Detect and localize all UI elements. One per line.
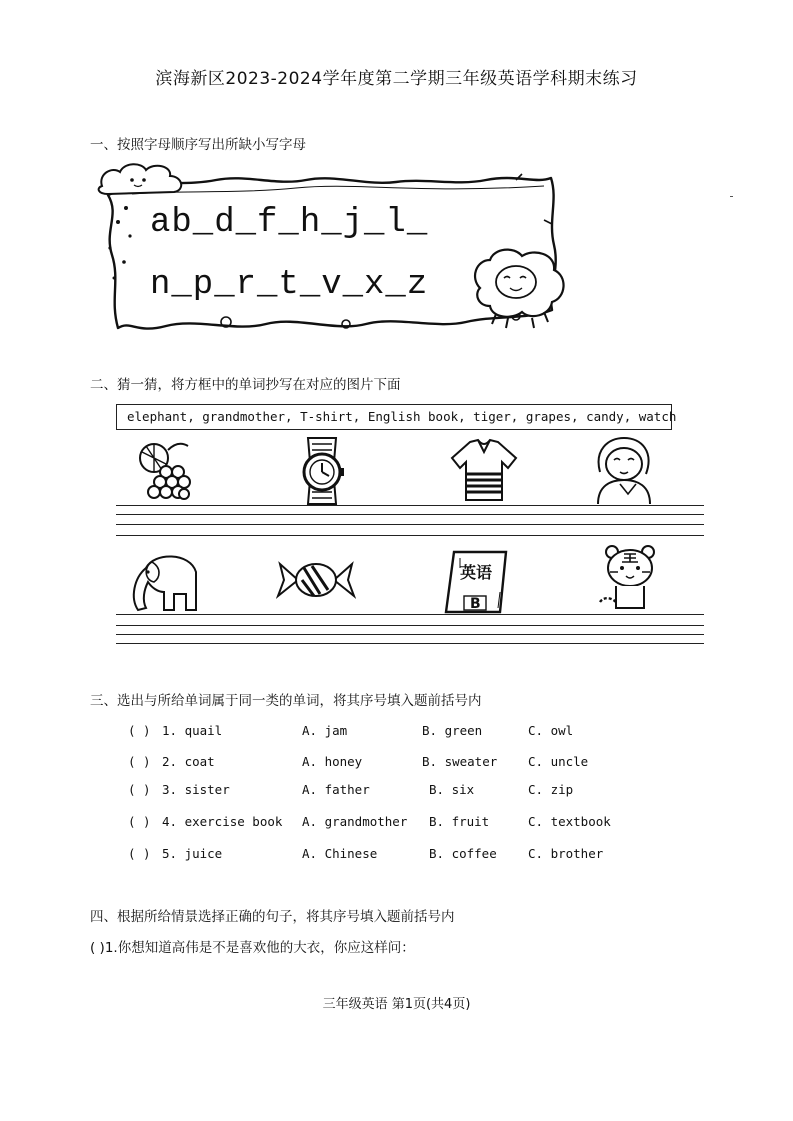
english-book-icon <box>440 548 520 618</box>
candy-icon <box>276 546 356 616</box>
option-a: A. jam <box>302 723 348 738</box>
answer-paren[interactable]: ( ) <box>128 846 151 861</box>
writing-line <box>116 505 704 506</box>
option-c: C. brother <box>528 846 604 861</box>
option-a: A. grandmother <box>302 814 408 829</box>
question-stem: 1. quail <box>162 723 223 738</box>
word-box-text: elephant, grandmother, T-shirt, English book, tiger, grapes, candy, watch <box>127 409 677 424</box>
answer-paren[interactable]: ( ) <box>128 814 151 829</box>
option-a: A. honey <box>302 754 363 769</box>
writing-line <box>116 625 704 626</box>
question-stem: 4. exercise book <box>162 814 283 829</box>
writing-line <box>116 535 704 536</box>
section2-heading: 二、猜一猜，将方框中的单词抄写在对应的图片下面 <box>90 377 401 393</box>
cloud-icon <box>99 164 182 194</box>
option-b: B. sweater <box>422 754 498 769</box>
option-a: A. father <box>302 782 370 797</box>
writing-line <box>116 643 704 644</box>
answer-paren[interactable]: ( ) <box>128 754 151 769</box>
question-stem: 2. coat <box>162 754 215 769</box>
question-stem: 3. sister <box>162 782 230 797</box>
section4-heading: 四、根据所给情景选择正确的句子，将其序号填入题前括号内 <box>90 909 455 925</box>
tshirt-icon <box>444 436 524 506</box>
alphabet-line-2: n_p_r_t_v_x_z <box>150 266 429 304</box>
grandmother-icon <box>584 436 664 506</box>
elephant-icon <box>124 548 204 618</box>
option-c: C. uncle <box>528 754 589 769</box>
book-title-text: 英语 <box>460 563 493 582</box>
option-c: C. owl <box>528 723 574 738</box>
section1-heading: 一、按照字母顺序写出所缺小写字母 <box>90 137 306 153</box>
section4-question-1: ( )1.你想知道高伟是不是喜欢他的大衣，你应这样问： <box>90 940 415 956</box>
answer-paren[interactable]: ( ) <box>128 723 151 738</box>
alphabet-line-1: ab_d_f_h_j_l_ <box>150 204 429 242</box>
question-stem: 5. juice <box>162 846 223 861</box>
option-c: C. textbook <box>528 814 611 829</box>
option-a: A. Chinese <box>302 846 378 861</box>
stray-mark <box>730 196 733 197</box>
page-footer: 三年级英语 第1页(共4页) <box>322 997 471 1012</box>
option-b: B. coffee <box>429 846 497 861</box>
page-title: 滨海新区2023-2024学年度第二学期三年级英语学科期末练习 <box>155 69 638 89</box>
option-b: B. six <box>429 782 475 797</box>
writing-line <box>116 634 704 635</box>
decorative-frame <box>96 160 576 340</box>
answer-paren[interactable]: ( ) <box>128 782 151 797</box>
option-b: B. fruit <box>429 814 490 829</box>
writing-line <box>116 524 704 525</box>
writing-line <box>116 514 704 515</box>
book-letter-text: B <box>470 596 481 612</box>
option-c: C. zip <box>528 782 574 797</box>
section3-heading: 三、选出与所给单词属于同一类的单词，将其序号填入题前括号内 <box>90 693 482 709</box>
writing-line <box>116 614 704 615</box>
watch-icon <box>282 436 362 506</box>
grapes-icon <box>124 436 204 506</box>
tiger-icon <box>590 544 670 614</box>
option-b: B. green <box>422 723 483 738</box>
word-box <box>116 404 677 430</box>
